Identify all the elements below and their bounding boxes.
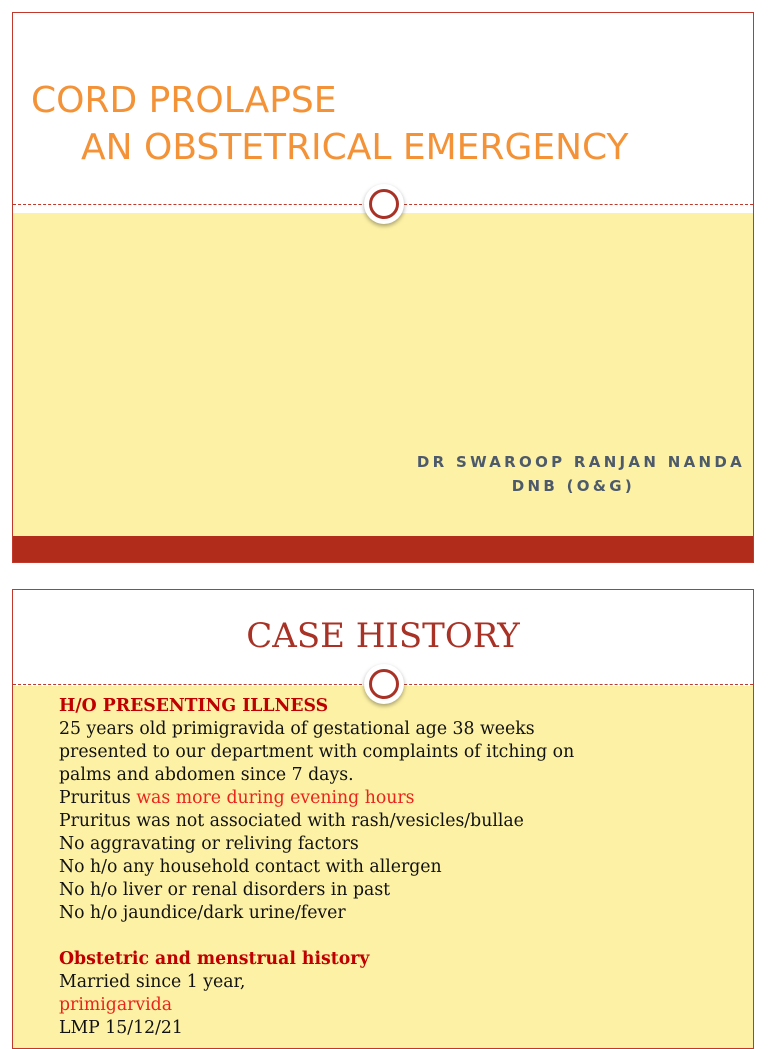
presenting-illness-heading: H/O PRESENTING ILLNESS <box>59 696 329 716</box>
obstetric-history-heading: Obstetric and menstrual history <box>59 949 370 969</box>
case-history-content <box>59 695 739 1040</box>
history-line: Pruritus was not associated with rash/vesicles/bullae <box>59 811 524 831</box>
bottom-accent-bar <box>13 536 753 562</box>
history-line: 25 years old primigravida of gestational age 38 weeks <box>59 719 535 739</box>
pruritus-prefix: Pruritus <box>59 788 137 808</box>
pruritus-highlight: was more during evening hours <box>136 788 415 808</box>
author-degree: DNB (O&G) <box>511 477 635 495</box>
slide-title: CASE HISTORY <box>246 616 520 656</box>
married-line: Married since 1 year, <box>59 972 246 992</box>
case-history-slide <box>12 589 754 1049</box>
slide-title-line-2: AN OBSTETRICAL EMERGENCY <box>81 127 629 168</box>
history-line: No aggravating or reliving factors <box>59 834 359 854</box>
primigarvida-line: primigarvida <box>59 995 173 1015</box>
pruritus-line <box>59 787 739 810</box>
history-line: No h/o any household contact with allergen <box>59 857 442 877</box>
title-slide <box>12 12 754 563</box>
lmp-line: LMP 15/12/21 <box>59 1018 183 1038</box>
ring-ornament-icon <box>364 184 404 224</box>
history-line: No h/o jaundice/dark urine/fever <box>59 903 346 923</box>
history-line: presented to our department with complaints of itching on <box>59 742 575 762</box>
slide-title-line-1: CORD PROLAPSE <box>31 80 337 121</box>
history-line: No h/o liver or renal disorders in past <box>59 880 391 900</box>
spacer <box>59 925 739 948</box>
author-name: DR SWAROOP RANJAN NANDA <box>416 453 745 471</box>
history-line: palms and abdomen since 7 days. <box>59 765 354 785</box>
